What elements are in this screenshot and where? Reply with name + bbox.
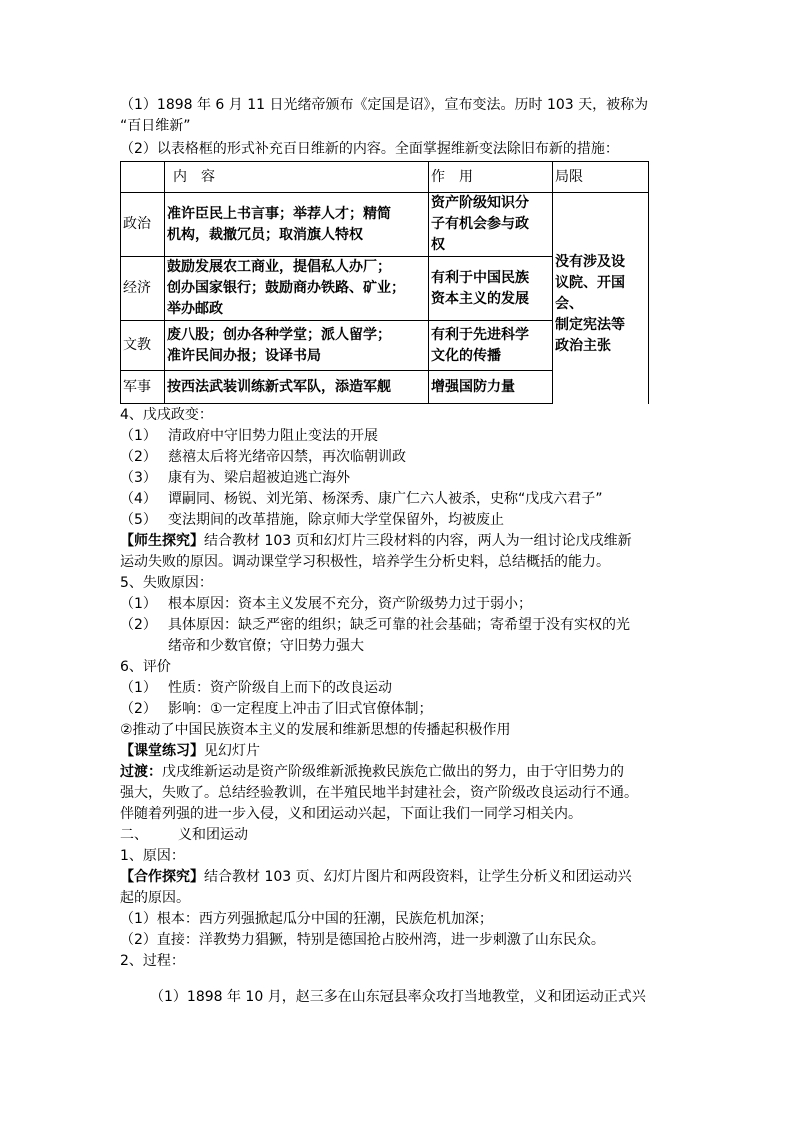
transition-cont: 伴随着列强的进一步入侵，义和团运动兴起，下面让我们一同学习相关内。 [120, 806, 582, 822]
table-cell-category: 政治 [121, 193, 165, 257]
teacher-explore-cont: 运动失败的原因。调动课堂学习积极性，培养学生分析史料，总结概括的能力。 [120, 554, 610, 570]
table-cell-content: 鼓励发展农工商业，提倡私人办厂； 创办国家银行；鼓励商办铁路、矿业； 举办邮政 [165, 257, 429, 321]
list-item: （2）直接：洋教势力猖獗，特别是德国抢占胶州湾，进一步刺激了山东民众。 [120, 932, 605, 948]
process-item: （1）1898 年 10 月，赵三多在山东冠县率众攻打当地教堂，义和团运动正式兴 [150, 989, 646, 1005]
reform-table [120, 161, 649, 404]
para-edict: （1）1898 年 6 月 11 日光绪帝颁布《定国是诏》，宣布变法。历时 103 天，被称为 [120, 97, 649, 113]
list-item: （2） 具体原因：缺乏严密的组织；缺乏可靠的社会基础；寄希望于没有实权的光 [120, 617, 630, 633]
para-edict-cont: “百日维新” [120, 118, 191, 134]
table-cell-effect: 有利于中国民族 资本主义的发展 [429, 257, 553, 321]
list-item: （3） 康有为、梁启超被迫逃亡海外 [120, 470, 350, 486]
section-2-heading: 二、 义和团运动 [120, 827, 248, 843]
teacher-explore: 【师生探究】结合教材 103 页和幻灯片三段材料的内容，两人为一组讨论戊戌维新 [120, 533, 632, 549]
list-item: （4） 谭嗣同、杨锐、刘光第、杨深秀、康广仁六人被杀，史称“戊戌六君子” [120, 491, 603, 507]
list-item-cont: 绪帝和少数官僚；守旧势力强大 [168, 638, 364, 654]
section-4-title: 4、戊戌政变： [120, 407, 213, 423]
list-item: （2） 影响：①一定程度上冲击了旧式官僚体制； [120, 701, 433, 717]
list-item: （1） 清政府中守旧势力阻止变法的开展 [120, 428, 378, 444]
list-item: ②推动了中国民族资本主义的发展和维新思想的传播起积极作用 [120, 722, 511, 738]
table-header-effect: 作 用 [429, 162, 553, 193]
cause-title: 1、原因： [120, 848, 185, 864]
section-5-title: 5、失败原因： [120, 575, 213, 591]
transition: 过渡：戊戌维新运动是资产阶级维新派挽救民族危亡做出的努力，由于守旧势力的 [120, 764, 624, 780]
table-header-blank [121, 162, 165, 193]
table-cell-content: 按西法武装训练新式军队，添造军舰 [165, 371, 429, 404]
process-title: 2、过程： [120, 953, 185, 969]
table-row-politics [121, 193, 649, 257]
table-header-row [121, 162, 649, 193]
table-cell-content: 废八股；创办各种学堂；派人留学； 准许民间办报；设译书局 [165, 321, 429, 371]
table-cell-effect: 有利于先进科学 文化的传播 [429, 321, 553, 371]
table-header-content: 内 容 [165, 162, 429, 193]
transition-cont: 强大，失败了。总结经验教训，在半殖民地半封建社会，资产阶级改良运动行不通。 [120, 785, 638, 801]
list-item: （5） 变法期间的改革措施，除京师大学堂保留外，均被废止 [120, 512, 504, 528]
table-cell-content: 准许臣民上书言事；举荐人才；精简 机构，裁撤冗员；取消旗人特权 [165, 193, 429, 257]
coop-explore: 【合作探究】结合教材 103 页、幻灯片图片和两段资料，让学生分析义和团运动兴 [120, 869, 632, 885]
table-cell-category: 军事 [121, 371, 165, 404]
coop-explore-cont: 起的原因。 [120, 890, 190, 906]
table-cell-effect: 资产阶级知识分 子有机会参与政 权 [429, 193, 553, 257]
table-cell-category: 经济 [121, 257, 165, 321]
table-header-limit: 局限 [553, 162, 649, 193]
table-cell-category: 文教 [121, 321, 165, 371]
table-cell-limit: 没有涉及设 议院、开国会、 制定宪法等 政治主张 [553, 193, 649, 404]
list-item: （1） 性质：资产阶级自上而下的改良运动 [120, 680, 392, 696]
class-practice: 【课堂练习】见幻灯片 [120, 743, 260, 759]
list-item: （2） 慈禧太后将光绪帝囚禁，再次临朝训政 [120, 449, 406, 465]
para-table-intro: （2）以表格框的形式补充百日维新的内容。全面掌握维新变法除旧布新的措施： [120, 141, 619, 157]
section-6-title: 6、评价 [120, 659, 171, 675]
list-item: （1）根本：西方列强掀起瓜分中国的狂潮，民族危机加深； [120, 911, 493, 927]
table-cell-effect: 增强国防力量 [429, 371, 553, 404]
list-item: （1） 根本原因：资本主义发展不充分，资产阶级势力过于弱小； [120, 596, 532, 612]
